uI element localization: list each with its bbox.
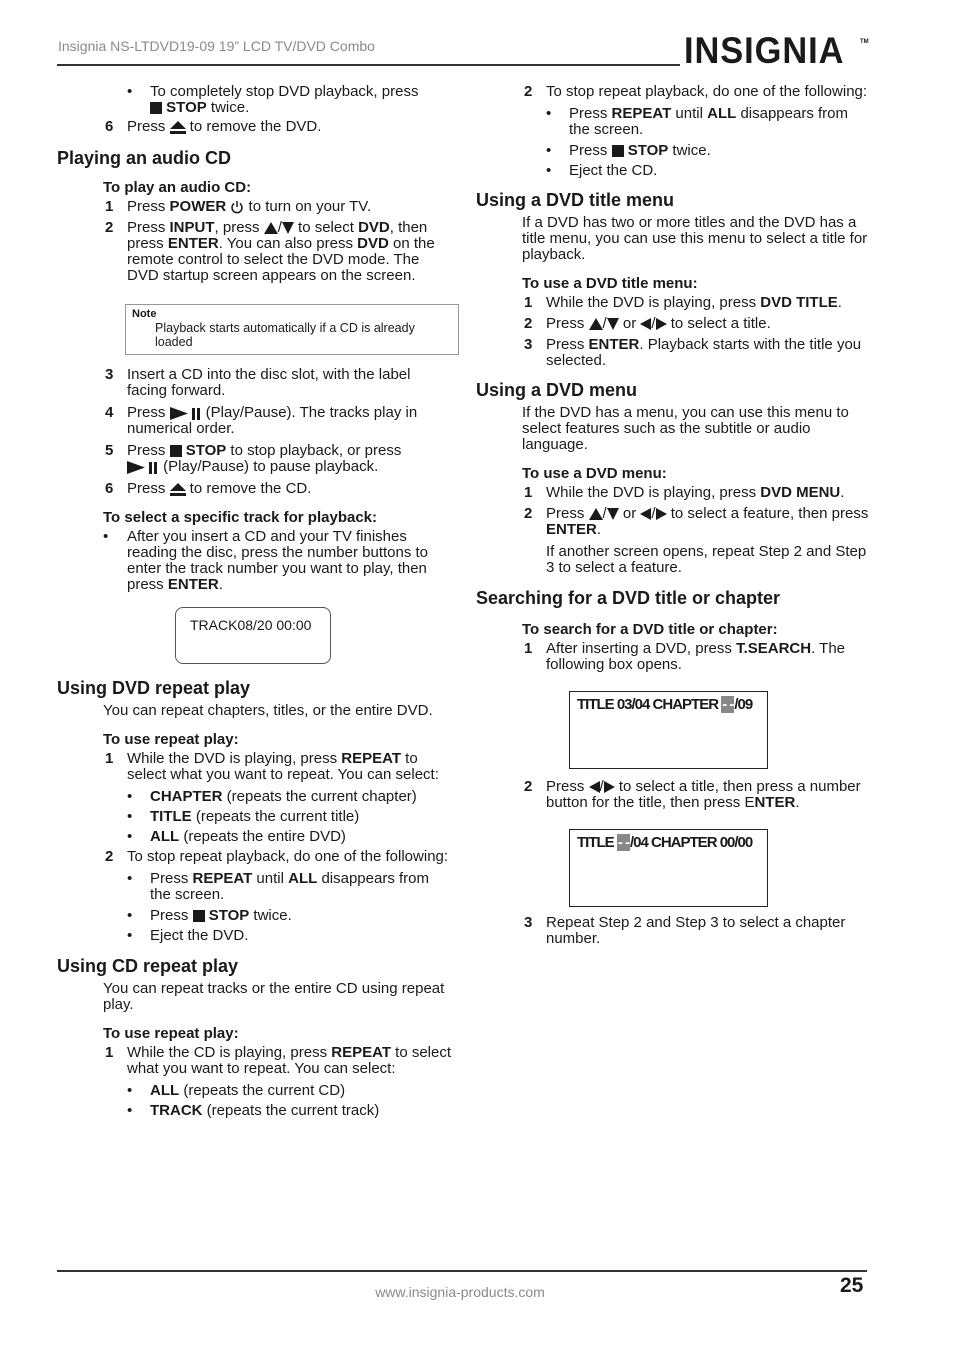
option-press-repeat: • Press REPEAT until ALL disappears from the screen.: [127, 870, 429, 903]
option-chapter: • CHAPTER (repeats the current chapter): [127, 788, 417, 805]
power-icon: [230, 200, 244, 214]
right-arrow-icon: [604, 781, 615, 793]
trademark-mark: TM: [860, 39, 869, 45]
step-dvd-title: 1 While the DVD is playing, press DVD TITLE.: [524, 294, 842, 311]
step-repeat-chapter: 3 Repeat Step 2 and Step 3 to select a chapter number.: [524, 914, 846, 947]
step-remove-cd: 6 Press to remove the CD.: [105, 480, 312, 497]
stop-icon: [612, 145, 624, 157]
step-stop-cd-repeat: 2 To stop repeat playback, do one of the following:: [524, 83, 868, 100]
right-arrow-icon: [656, 508, 667, 520]
heading-dvd-repeat: Using DVD repeat play: [57, 678, 251, 698]
left-arrow-icon: [640, 508, 651, 520]
down-arrow-icon: [607, 318, 619, 330]
up-arrow-icon: [589, 318, 603, 330]
step-remove-dvd: 6 Press to remove the DVD.: [105, 118, 322, 135]
note-text: Playback starts automatically if a CD is already loaded: [155, 321, 415, 349]
right-column: [476, 84, 871, 947]
header-title: Insignia NS-LTDVD19-09 19” LCD TV/DVD Combo: [58, 38, 375, 54]
play-pause-icon: [127, 461, 159, 474]
step-tsearch: 1 After inserting a DVD, press T.SEARCH. The following box opens.: [524, 640, 846, 673]
step-dvd-repeat: 1 While the DVD is playing, press REPEAT to select what you want to repeat. You can select:: [105, 750, 439, 783]
step-enter-title: 3 Press ENTER. Playback starts with the title you selected.: [524, 336, 862, 369]
footer-rule: [57, 1270, 867, 1272]
stop-icon: [150, 102, 162, 114]
subheading-play-audio-cd: To play an audio CD:: [103, 179, 252, 196]
option-cd-all: • ALL (repeats the current CD): [127, 1082, 346, 1099]
search-box-text: TITLE 03/04 CHAPTER - -/09: [577, 696, 753, 713]
step-insert-cd: 3 Insert a CD into the disc slot, with the label facing forward.: [105, 366, 411, 399]
eject-icon: [170, 483, 186, 496]
heading-playing-audio-cd: Playing an audio CD: [57, 148, 232, 168]
search-box-text: TITLE - -/04 CHAPTER 00/00: [577, 834, 753, 851]
footer-url: www.insignia-products.com: [375, 1284, 545, 1300]
track-display-box: [175, 607, 331, 664]
right-arrow-icon: [656, 318, 667, 330]
down-arrow-icon: [282, 222, 294, 234]
up-arrow-icon: [264, 222, 278, 234]
subheading-dvd-menu: To use a DVD menu:: [522, 465, 667, 482]
option-eject-dvd: • Eject the DVD.: [127, 927, 249, 944]
play-pause-icon: [170, 407, 202, 420]
dvd-menu-intro: If the DVD has a menu, you can use this menu to select features such as the subtitle or audio language.: [522, 404, 849, 453]
eject-icon: [170, 121, 186, 134]
option-all: • ALL (repeats the entire DVD): [127, 828, 346, 845]
note-label: Note: [132, 308, 157, 320]
option-title: • TITLE (repeats the current title): [127, 808, 360, 825]
subheading-search: To search for a DVD title or chapter:: [522, 621, 778, 638]
step-select-title: 2 Press / or / to select a title.: [524, 315, 771, 332]
stop-icon: [193, 910, 205, 922]
header-rule: [57, 64, 680, 66]
subheading-title-menu: To use a DVD title menu:: [522, 275, 698, 292]
step-cd-repeat: 1 While the CD is playing, press REPEAT to select what you want to repeat. You can select:: [105, 1044, 452, 1077]
track-display-text: TRACK08/20 00:00: [190, 617, 312, 633]
option-cd-track: • TRACK (repeats the current track): [127, 1102, 380, 1119]
step-dvd-menu: 1 While the DVD is playing, press DVD MENU.: [524, 484, 845, 501]
left-arrow-icon: [640, 318, 651, 330]
insignia-logo: INSIGNIA: [684, 30, 845, 71]
step-play-pause: 4 Press (Play/Pause). The tracks play in numerical order.: [105, 404, 418, 437]
option-press-stop: • Press STOP twice.: [546, 142, 711, 159]
option-eject-cd: • Eject the CD.: [546, 162, 658, 179]
option-press-repeat: • Press REPEAT until ALL disappears from the screen.: [546, 105, 848, 138]
bullet-track-number: • After you insert a CD and your TV finishes reading the disc, press the number buttons to enter the track number you want to play, then press ENTER.: [103, 528, 429, 593]
note-box: [125, 304, 459, 355]
title-menu-intro: If a DVD has two or more titles and the DVD has a title menu, you can use this menu to select a title for playback.: [522, 214, 868, 263]
step-stop-repeat: 2 To stop repeat playback, do one of the following:: [105, 848, 449, 865]
option-press-stop: • Press STOP twice.: [127, 907, 292, 924]
heading-search-dvd: Searching for a DVD title or chapter: [476, 588, 781, 608]
left-arrow-icon: [589, 781, 600, 793]
heading-cd-repeat: Using CD repeat play: [57, 956, 239, 976]
heading-dvd-menu: Using a DVD menu: [476, 380, 638, 400]
subheading-dvd-repeat: To use repeat play:: [103, 731, 239, 748]
stop-icon: [170, 445, 182, 457]
dvd-repeat-intro: You can repeat chapters, titles, or the entire DVD.: [103, 702, 433, 719]
search-box-chapter: [569, 691, 768, 769]
up-arrow-icon: [589, 508, 603, 520]
step-menu-continued: If another screen opens, repeat Step 2 and Step 3 to select a feature.: [546, 543, 867, 576]
step-power: 1 Press POWER to turn on your TV.: [105, 198, 372, 215]
heading-dvd-title-menu: Using a DVD title menu: [476, 190, 675, 210]
down-arrow-icon: [607, 508, 619, 520]
step-select-feature: 2 Press / or / to select a feature, then press ENTER.: [524, 505, 869, 538]
search-box-title: [569, 829, 768, 907]
step-select-title-number: 2 Press / to select a title, then press a number button for the title, then press ENTER.: [524, 778, 861, 811]
cd-repeat-intro: You can repeat tracks or the entire CD using repeat play.: [103, 980, 445, 1013]
subheading-cd-repeat: To use repeat play:: [103, 1025, 239, 1042]
step-stop-cd: 5 Press STOP to stop playback, or press (Play/Pause) to pause playback.: [105, 442, 402, 475]
subheading-select-track: To select a specific track for playback:: [103, 509, 378, 526]
bullet-stop-dvd: • To completely stop DVD playback, press STOP twice.: [127, 83, 419, 116]
page-number: 25: [840, 1274, 864, 1297]
left-column: [57, 84, 452, 1119]
step-input: 2 Press INPUT, press / to select DVD, then press ENTER. You can also press DVD on the remote control to select the DVD mode. The DVD startup screen appears on the screen.: [105, 219, 435, 284]
